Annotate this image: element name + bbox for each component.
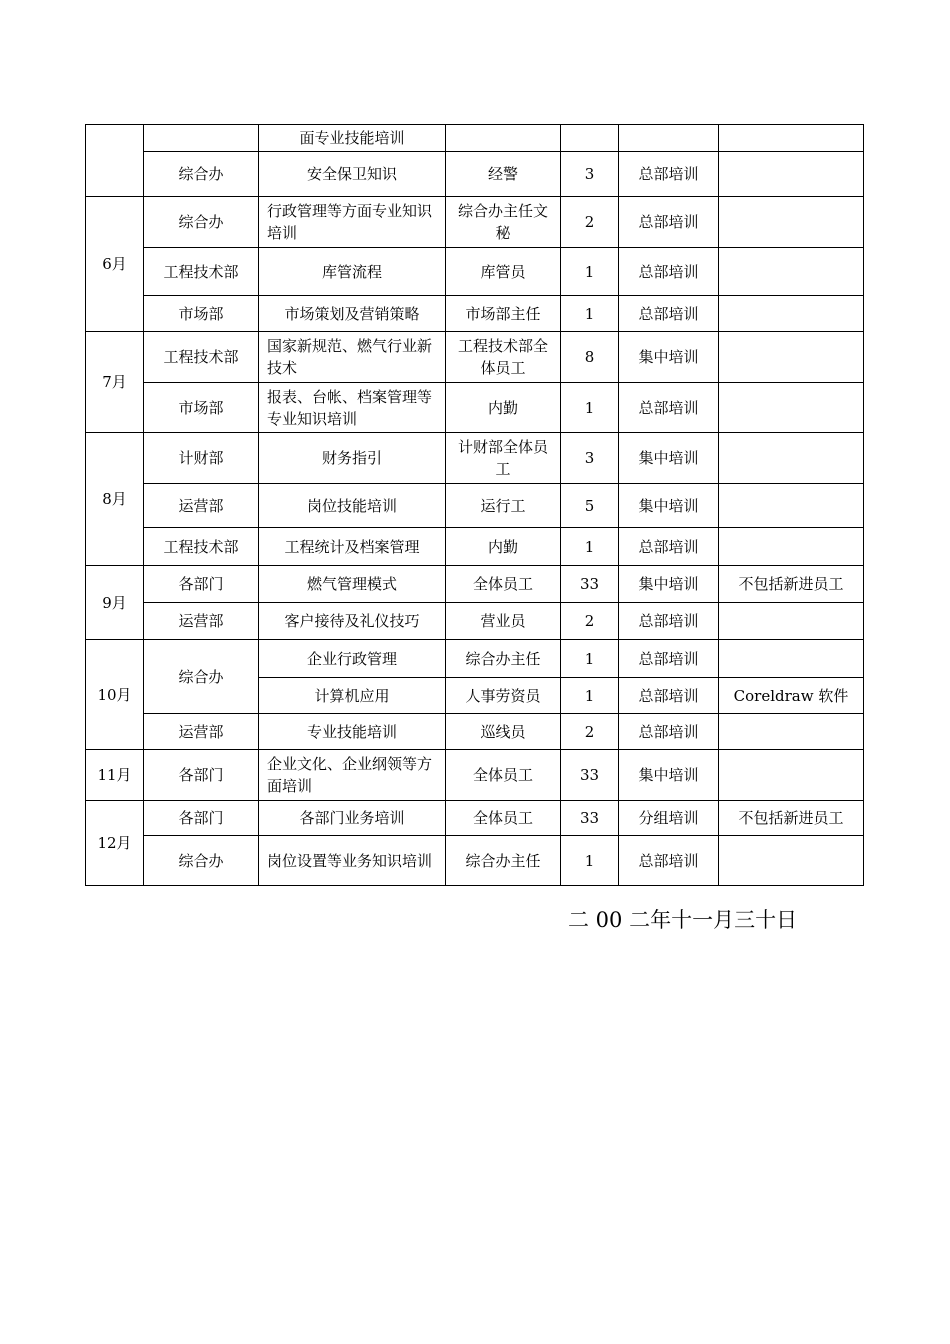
dept-cell: 市场部: [144, 383, 259, 433]
table-row: [86, 714, 864, 750]
note-cell: [719, 714, 864, 750]
count-cell: 33: [561, 566, 619, 603]
content-cell: 企业文化、企业纲领等方面培训: [259, 750, 446, 801]
target-cell: 全体员工: [446, 750, 561, 801]
content-cell: 燃气管理模式: [259, 566, 446, 603]
method-cell: 总部培训: [619, 197, 719, 248]
table-row: [86, 248, 864, 296]
method-cell: 总部培训: [619, 603, 719, 640]
content-cell: 库管流程: [259, 248, 446, 296]
month-cell: 10月: [86, 640, 144, 750]
target-cell: 综合办主任文秘: [446, 197, 561, 248]
target-cell: 工程技术部全体员工: [446, 332, 561, 383]
dept-cell: 各部门: [144, 750, 259, 801]
dept-cell: 综合办: [144, 197, 259, 248]
note-cell: [719, 296, 864, 332]
dept-cell: 综合办: [144, 836, 259, 886]
method-cell: 总部培训: [619, 714, 719, 750]
note-cell: [719, 383, 864, 433]
method-cell: 总部培训: [619, 296, 719, 332]
count-cell: 1: [561, 640, 619, 678]
target-cell: 巡线员: [446, 714, 561, 750]
table-row: [86, 836, 864, 886]
method-cell: 总部培训: [619, 528, 719, 566]
count-cell: 1: [561, 383, 619, 433]
count-cell: 33: [561, 750, 619, 801]
count-cell: 5: [561, 484, 619, 528]
target-cell: 经警: [446, 152, 561, 197]
count-cell: 1: [561, 296, 619, 332]
target-cell: 计财部全体员工: [446, 433, 561, 484]
dept-cell: 工程技术部: [144, 248, 259, 296]
method-cell: 集中培训: [619, 332, 719, 383]
method-cell: 总部培训: [619, 152, 719, 197]
count-cell: 2: [561, 197, 619, 248]
note-cell: [719, 484, 864, 528]
note-cell: [719, 248, 864, 296]
target-cell: 综合办主任: [446, 640, 561, 678]
content-cell: 岗位技能培训: [259, 484, 446, 528]
method-cell: 集中培训: [619, 484, 719, 528]
content-cell: 岗位设置等业务知识培训: [259, 836, 446, 886]
dept-cell: 各部门: [144, 566, 259, 603]
document-date: 二 00 二年十一月三十日: [568, 908, 798, 932]
target-cell: 全体员工: [446, 566, 561, 603]
dept-cell: 综合办: [144, 152, 259, 197]
dept-cell: 市场部: [144, 296, 259, 332]
dept-cell: 计财部: [144, 433, 259, 484]
note-cell: [719, 750, 864, 801]
table-row: [86, 603, 864, 640]
note-cell: [719, 528, 864, 566]
count-cell: 33: [561, 801, 619, 836]
target-cell: 综合办主任: [446, 836, 561, 886]
month-cell: 7月: [86, 332, 144, 433]
method-cell: [619, 125, 719, 152]
count-cell: 3: [561, 433, 619, 484]
content-cell: 国家新规范、燃气行业新技术: [259, 332, 446, 383]
note-cell: [719, 332, 864, 383]
table-row: [86, 296, 864, 332]
count-cell: [561, 125, 619, 152]
month-cell: 6月: [86, 197, 144, 332]
count-cell: 1: [561, 248, 619, 296]
content-cell: 计算机应用: [259, 678, 446, 714]
target-cell: [446, 125, 561, 152]
note-cell: [719, 197, 864, 248]
table-row: [86, 332, 864, 383]
content-cell: 专业技能培训: [259, 714, 446, 750]
note-cell: [719, 836, 864, 886]
table-row: [86, 152, 864, 197]
table-row: [86, 197, 864, 248]
method-cell: 总部培训: [619, 640, 719, 678]
method-cell: 总部培训: [619, 678, 719, 714]
content-cell: 工程统计及档案管理: [259, 528, 446, 566]
note-cell: 不包括新进员工: [719, 801, 864, 836]
method-cell: 集中培训: [619, 566, 719, 603]
method-cell: 总部培训: [619, 836, 719, 886]
note-cell: Coreldraw 软件: [719, 678, 864, 714]
target-cell: 市场部主任: [446, 296, 561, 332]
target-cell: 内勤: [446, 528, 561, 566]
target-cell: 运行工: [446, 484, 561, 528]
content-cell: 客户接待及礼仪技巧: [259, 603, 446, 640]
target-cell: 内勤: [446, 383, 561, 433]
month-cell: 12月: [86, 801, 144, 886]
dept-cell: 工程技术部: [144, 332, 259, 383]
target-cell: 营业员: [446, 603, 561, 640]
count-cell: 8: [561, 332, 619, 383]
table-row: [86, 566, 864, 603]
dept-cell: 工程技术部: [144, 528, 259, 566]
note-cell: [719, 640, 864, 678]
dept-cell: 运营部: [144, 603, 259, 640]
count-cell: 1: [561, 528, 619, 566]
table-row: [86, 433, 864, 484]
content-cell: 面专业技能培训: [259, 125, 446, 152]
content-cell: 安全保卫知识: [259, 152, 446, 197]
dept-cell: [144, 125, 259, 152]
table-row: [86, 750, 864, 801]
note-cell: [719, 125, 864, 152]
note-cell: [719, 603, 864, 640]
method-cell: 总部培训: [619, 248, 719, 296]
count-cell: 1: [561, 836, 619, 886]
count-cell: 2: [561, 714, 619, 750]
method-cell: 分组培训: [619, 801, 719, 836]
month-cell: 11月: [86, 750, 144, 801]
training-plan-table: [85, 124, 864, 886]
target-cell: 人事劳资员: [446, 678, 561, 714]
method-cell: 集中培训: [619, 750, 719, 801]
count-cell: 2: [561, 603, 619, 640]
month-cell: [86, 125, 144, 197]
note-cell: 不包括新进员工: [719, 566, 864, 603]
note-cell: [719, 152, 864, 197]
month-cell: 8月: [86, 433, 144, 566]
table-row: [86, 125, 864, 152]
target-cell: 库管员: [446, 248, 561, 296]
table-row: [86, 640, 864, 678]
table-row: [86, 383, 864, 433]
month-cell: 9月: [86, 566, 144, 640]
table-row: [86, 528, 864, 566]
content-cell: 企业行政管理: [259, 640, 446, 678]
content-cell: 财务指引: [259, 433, 446, 484]
dept-cell: 综合办: [144, 640, 259, 714]
count-cell: 3: [561, 152, 619, 197]
dept-cell: 运营部: [144, 714, 259, 750]
content-cell: 行政管理等方面专业知识培训: [259, 197, 446, 248]
content-cell: 市场策划及营销策略: [259, 296, 446, 332]
dept-cell: 各部门: [144, 801, 259, 836]
count-cell: 1: [561, 678, 619, 714]
target-cell: 全体员工: [446, 801, 561, 836]
content-cell: 报表、台帐、档案管理等专业知识培训: [259, 383, 446, 433]
method-cell: 总部培训: [619, 383, 719, 433]
content-cell: 各部门业务培训: [259, 801, 446, 836]
note-cell: [719, 433, 864, 484]
dept-cell: 运营部: [144, 484, 259, 528]
table-row: [86, 484, 864, 528]
table-row: [86, 801, 864, 836]
method-cell: 集中培训: [619, 433, 719, 484]
